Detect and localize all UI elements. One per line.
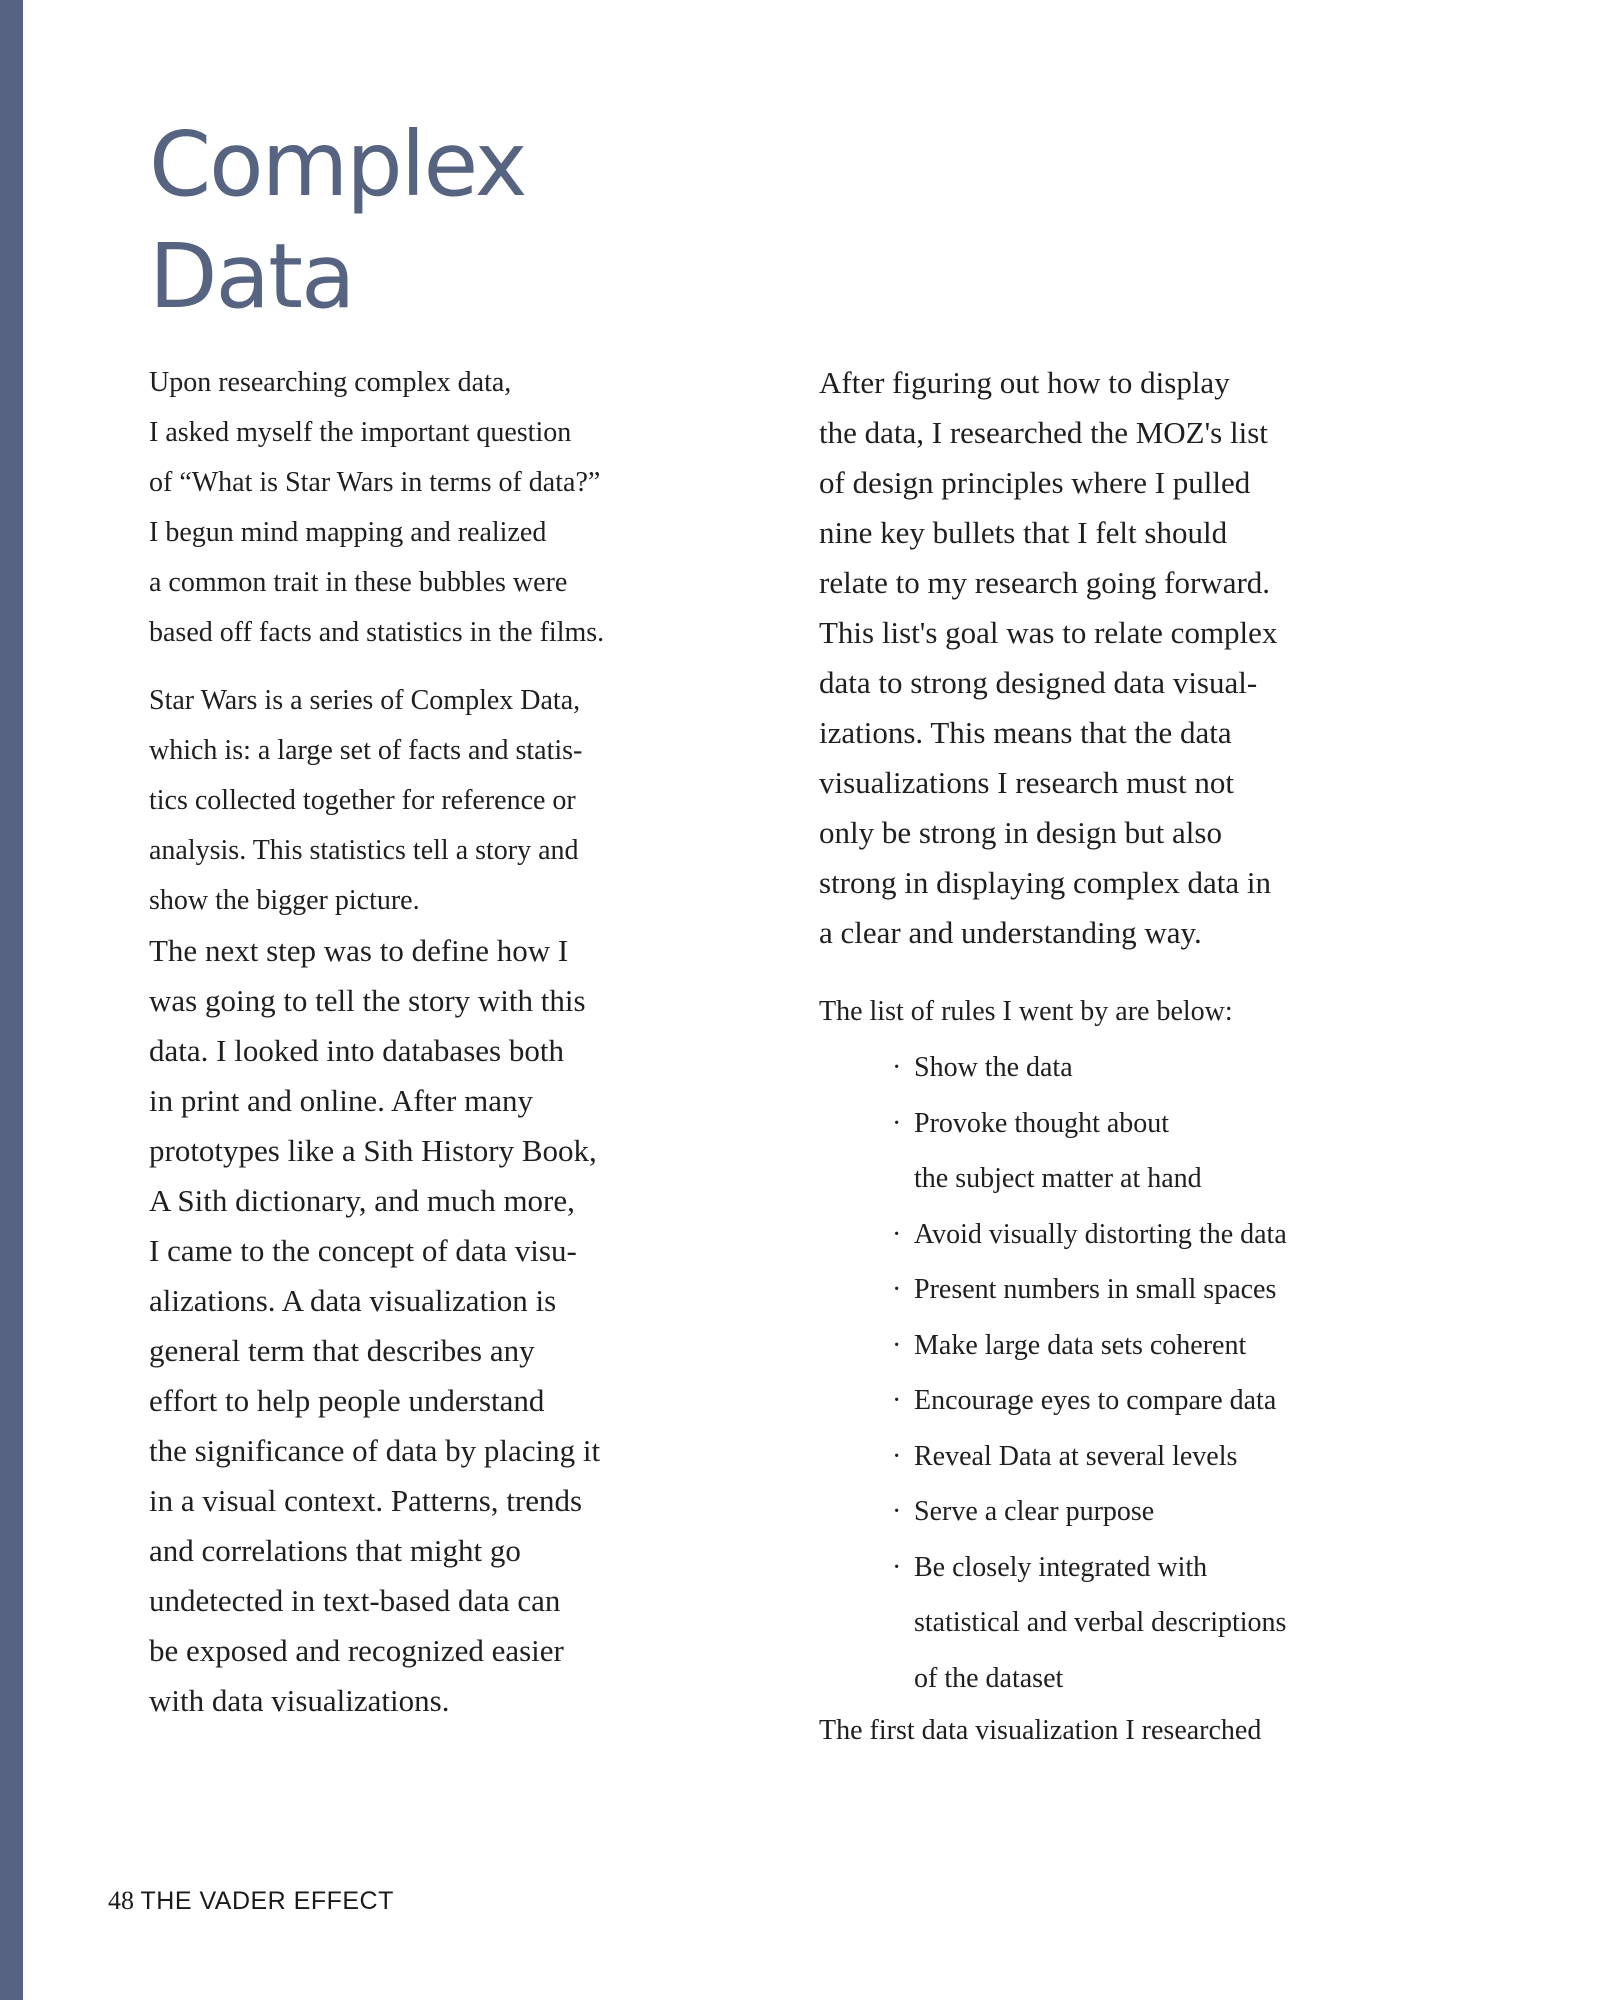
- rules-list-item: · Serve a clear purpose: [892, 1484, 1379, 1540]
- left-column: [149, 358, 709, 1726]
- title-line-1: Complex: [149, 112, 526, 216]
- rules-list-item: · Encourage eyes to compare data: [892, 1373, 1379, 1429]
- right-paragraph-1: After figuring out how to display the data, I researched the MOZ's list of design principles where I pulled nine key bullets that I felt should relate to my research going forward. This list's goal was to relate complex data to strong designed data visual- izations. This means that the data visualizations I research must not only be strong in design but also strong in displaying complex data in a clear and understanding way.: [819, 365, 1278, 950]
- rules-list-item: · Show the data: [892, 1040, 1379, 1096]
- page-title: [149, 108, 525, 332]
- left-paragraph-1: Upon researching complex data, I asked myself the important question of “What is Star Wars in terms of data?” I begun mind mapping and realized a common trait in these bubbles were based off facts and statistics in the films.: [149, 367, 605, 648]
- left-paragraph-3: The next step was to define how I was going to tell the story with this data. I looked into databases both in print and online. After many prototypes like a Sith History Book, A Sith dictionary, and much more, I came to the concept of data visu- alizations. A data visualization is general term that describes any effort to help people understand the significance of data by placing it in a visual context. Patterns, trends and correlations that might go undetected in text-based data can be exposed and recognized easier with data visualizations.: [149, 933, 601, 1718]
- right-column: [819, 358, 1379, 1756]
- rules-list-item: · Make large data sets coherent: [892, 1318, 1379, 1374]
- publication-name: THE VADER EFFECT: [140, 1887, 394, 1915]
- rules-list-item: · Be closely integrated with statistical and verbal descriptions of the dataset: [892, 1540, 1379, 1707]
- rules-list-item: · Avoid visually distorting the data: [892, 1207, 1379, 1263]
- rules-list-item: · Present numbers in small spaces: [892, 1262, 1379, 1318]
- title-line-2: Data: [149, 224, 354, 328]
- page-footer: [108, 1883, 394, 1919]
- left-paragraph-2: Star Wars is a series of Complex Data, which is: a large set of facts and statis- tics collected together for reference or analysis. This statistics tell a story and show the bigger picture.: [149, 685, 583, 916]
- side-accent-bar: [0, 0, 23, 2000]
- rules-list-intro: The list of rules I went by are below:: [819, 996, 1233, 1027]
- rules-list-item: · Provoke thought about the subject matter at hand: [892, 1096, 1379, 1207]
- rules-list: [819, 1040, 1379, 1706]
- right-paragraph-2: The first data visualization I researched: [819, 1715, 1262, 1746]
- rules-list-item: · Reveal Data at several levels: [892, 1429, 1379, 1485]
- page-number: 48: [108, 1886, 134, 1915]
